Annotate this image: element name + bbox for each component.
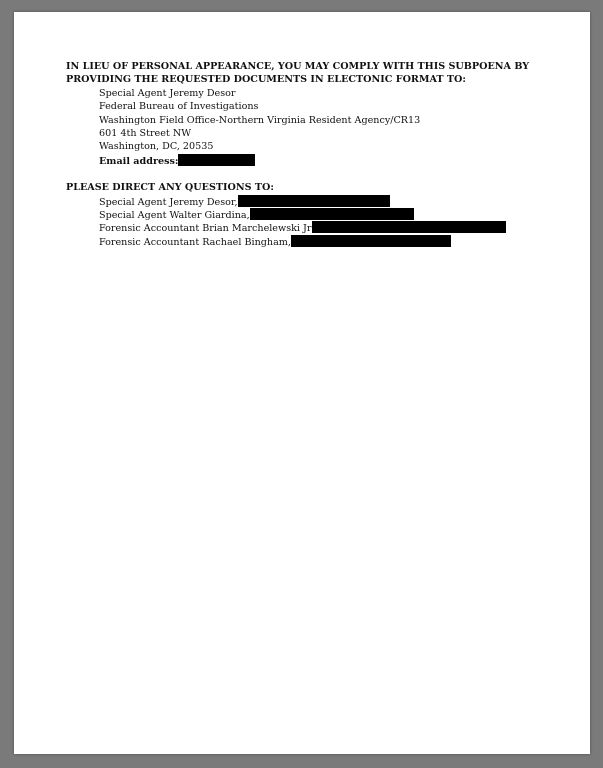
contact-line	[99, 208, 566, 221]
address-line-city: Washington, DC, 20535	[99, 141, 214, 153]
section-gap	[66, 167, 566, 181]
document-page	[14, 12, 590, 754]
contact-name: Forensic Accountant Brian Marchelewski Jr	[99, 223, 312, 235]
contact-name: Special Agent Walter Giardina,	[99, 209, 250, 221]
section1-heading-line1: IN LIEU OF PERSONAL APPEARANCE, YOU MAY COMPLY WITH THIS SUBPOENA BY	[66, 61, 530, 72]
contact-redaction	[238, 195, 390, 207]
contact-name: Forensic Accountant Rachael Bingham,	[99, 236, 291, 248]
address-block	[66, 87, 566, 167]
address-line-office: Washington Field Office-Northern Virginia Resident Agency/CR13	[99, 114, 421, 126]
section2-heading: PLEASE DIRECT ANY QUESTIONS TO:	[66, 182, 274, 194]
contact-line	[99, 221, 566, 234]
contact-redaction	[250, 208, 414, 220]
contact-redaction	[312, 221, 506, 233]
address-line-street: 601 4th Street NW	[99, 127, 192, 139]
contact-line	[99, 195, 566, 208]
contact-name: Special Agent Jeremy Desor,	[99, 196, 238, 208]
address-line-name: Special Agent Jeremy Desor	[99, 87, 236, 99]
email-redaction	[178, 154, 255, 166]
contact-line	[99, 235, 566, 248]
email-label: Email address:	[99, 155, 179, 167]
contact-redaction	[291, 235, 451, 247]
contacts-block	[66, 195, 566, 249]
address-line-agency: Federal Bureau of Investigations	[99, 101, 259, 113]
section1-heading-line2: PROVIDING THE REQUESTED DOCUMENTS IN ELECTONIC FORMAT TO:	[66, 74, 466, 86]
document-content	[66, 60, 566, 248]
email-line	[99, 154, 566, 167]
